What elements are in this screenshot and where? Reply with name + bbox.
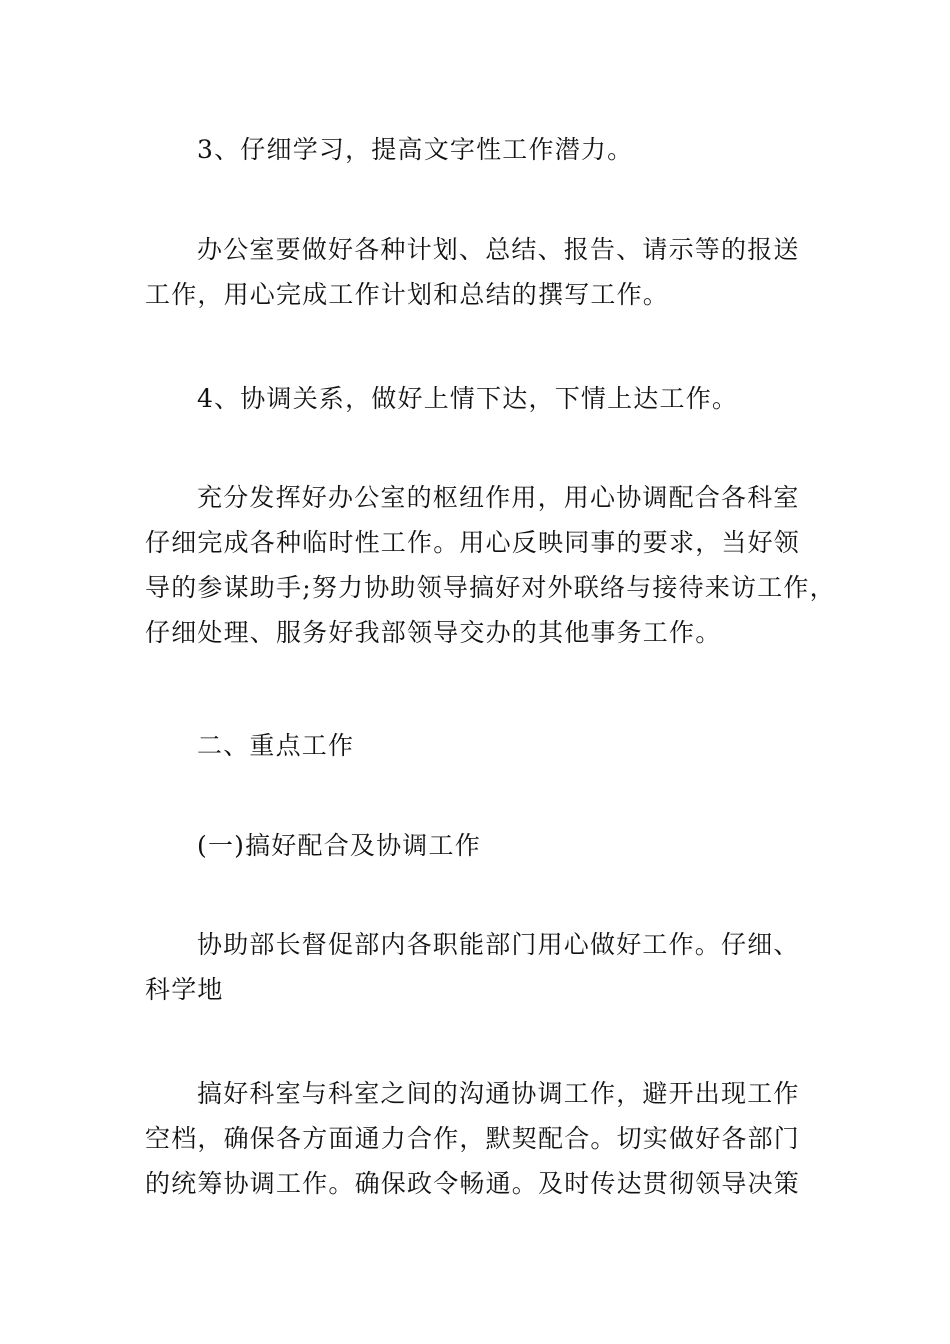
text-line: 仔细处理、服务好我部领导交办的其他事务工作。 [145, 618, 722, 647]
paragraph-item-3 [145, 127, 810, 172]
subsection-heading-coordination [145, 823, 810, 868]
text-line: 工作，用心完成工作计划和总结的撰写工作。 [145, 280, 670, 309]
text-line: 空档，确保各方面通力合作，默契配合。切实做好各部门 [145, 1124, 801, 1153]
text-line: 4、协调关系，做好上情下达，下情上达工作。 [197, 384, 739, 413]
text-line: 二、重点工作 [197, 731, 355, 760]
text-line: 协助部长督促部内各职能部门用心做好工作。仔细、 [197, 930, 800, 959]
text-line: 充分发挥好办公室的枢纽作用，用心协调配合各科室 [197, 483, 800, 512]
section-heading-key-work [145, 723, 810, 768]
text-line: 办公室要做好各种计划、总结、报告、请示等的报送 [197, 235, 800, 264]
paragraph-department-coordination [145, 1071, 810, 1206]
text-line: 导的参谋助手;努力协助领导搞好对外联络与接待来访工作， [145, 573, 836, 602]
text-line: 搞好科室与科室之间的沟通协调工作，避开出现工作 [197, 1079, 800, 1108]
paragraph-hub-role [145, 475, 836, 655]
text-line: 科学地 [145, 975, 224, 1004]
text-line: 仔细完成各种临时性工作。用心反映同事的要求，当好领 [145, 528, 801, 557]
paragraph-assist-minister [145, 922, 810, 1012]
text-line: 的统筹协调工作。确保政令畅通。及时传达贯彻领导决策 [145, 1169, 801, 1198]
text-line: 3、仔细学习，提高文字性工作潜力。 [197, 135, 634, 164]
text-line: (一)搞好配合及协调工作 [197, 831, 481, 860]
paragraph-item-4 [145, 376, 810, 421]
paragraph-office-reports [145, 227, 810, 317]
